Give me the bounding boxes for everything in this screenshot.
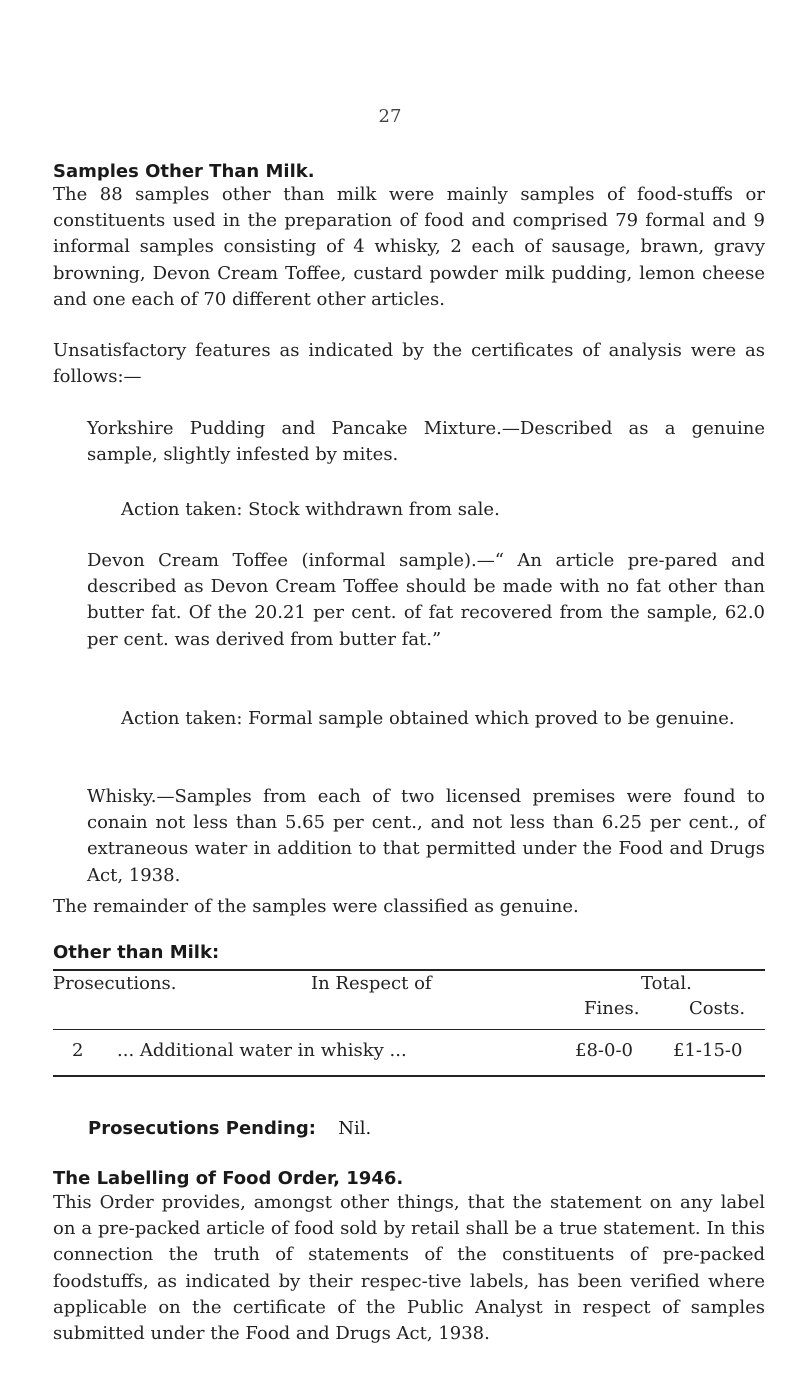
remainder-paragraph: The remainder of the samples were classified as genuine.	[53, 896, 579, 917]
header-total: Total.	[641, 973, 692, 994]
row-prosecutions: 2	[72, 1040, 84, 1061]
table-top-rule	[53, 969, 765, 971]
header-fines: Fines.	[584, 998, 640, 1019]
pending-value: Nil.	[338, 1118, 372, 1139]
whisky-item: Whisky.—Samples from each of two licensed premises were found to conain not less than 5.65 per cent., and not less than 6.25 per cent., of extraneous water in addition to that permitted under the Food and Drugs Act, 1938.	[87, 786, 765, 886]
header-in-respect-of: In Respect of	[311, 973, 432, 994]
yorkshire-action: Action taken: Stock withdrawn from sale.	[121, 499, 500, 520]
prosecutions-pending	[88, 1118, 371, 1139]
row-fines: £8-0-0	[575, 1040, 633, 1061]
page-number: 27	[378, 106, 402, 127]
samples-heading: Samples Other Than Milk.	[53, 161, 315, 182]
unsatisfactory-paragraph: Unsatisfactory features as indicated by the certificates of analysis were as follows:—	[53, 340, 765, 388]
other-than-milk-heading: Other than Milk:	[53, 942, 220, 963]
row-costs: £1-15-0	[673, 1040, 743, 1061]
row-respect: ... Additional water in whisky ...	[117, 1040, 407, 1061]
devon-toffee-action: Action taken: Formal sample obtained which proved to be genuine.	[121, 708, 735, 729]
header-prosecutions: Prosecutions.	[53, 973, 177, 994]
table-header-rule	[53, 1029, 765, 1030]
pending-label: Prosecutions Pending:	[88, 1118, 316, 1139]
labelling-order-heading: The Labelling of Food Order, 1946.	[53, 1168, 404, 1189]
intro-paragraph: The 88 samples other than milk were mainly samples of food-stuffs or constituents used in the preparation of food and comprised 79 formal and 9 informal samples consisting of 4 whisky, 2 each of sausage, brawn, gravy browning, Devon Cream Toffee, custard powder milk pudding, lemon cheese and one each of 70 different other articles.	[53, 184, 765, 310]
yorkshire-pudding-item: Yorkshire Pudding and Pancake Mixture.—Described as a genuine sample, slightly infested by mites.	[87, 418, 765, 466]
labelling-paragraph: This Order provides, amongst other things, that the statement on any label on a pre-packed article of food sold by retail shall be a true statement. In this connection the truth of statements of the constituents of pre-packed foodstuffs, as indicated by their respec-tive labels, has been verified where applicable on the certificate of the Public Analyst in respect of samples submitted under the Food and Drugs Act, 1938.	[53, 1192, 765, 1345]
devon-toffee-item: Devon Cream Toffee (informal sample).—“ An article pre-pared and described as Devon Cream Toffee should be made with no fat other than butter fat. Of the 20.21 per cent. of fat recovered from the sample, 62.0 per cent. was derived from butter fat.”	[87, 550, 765, 650]
header-costs: Costs.	[689, 998, 746, 1019]
table-bottom-rule	[53, 1075, 765, 1077]
